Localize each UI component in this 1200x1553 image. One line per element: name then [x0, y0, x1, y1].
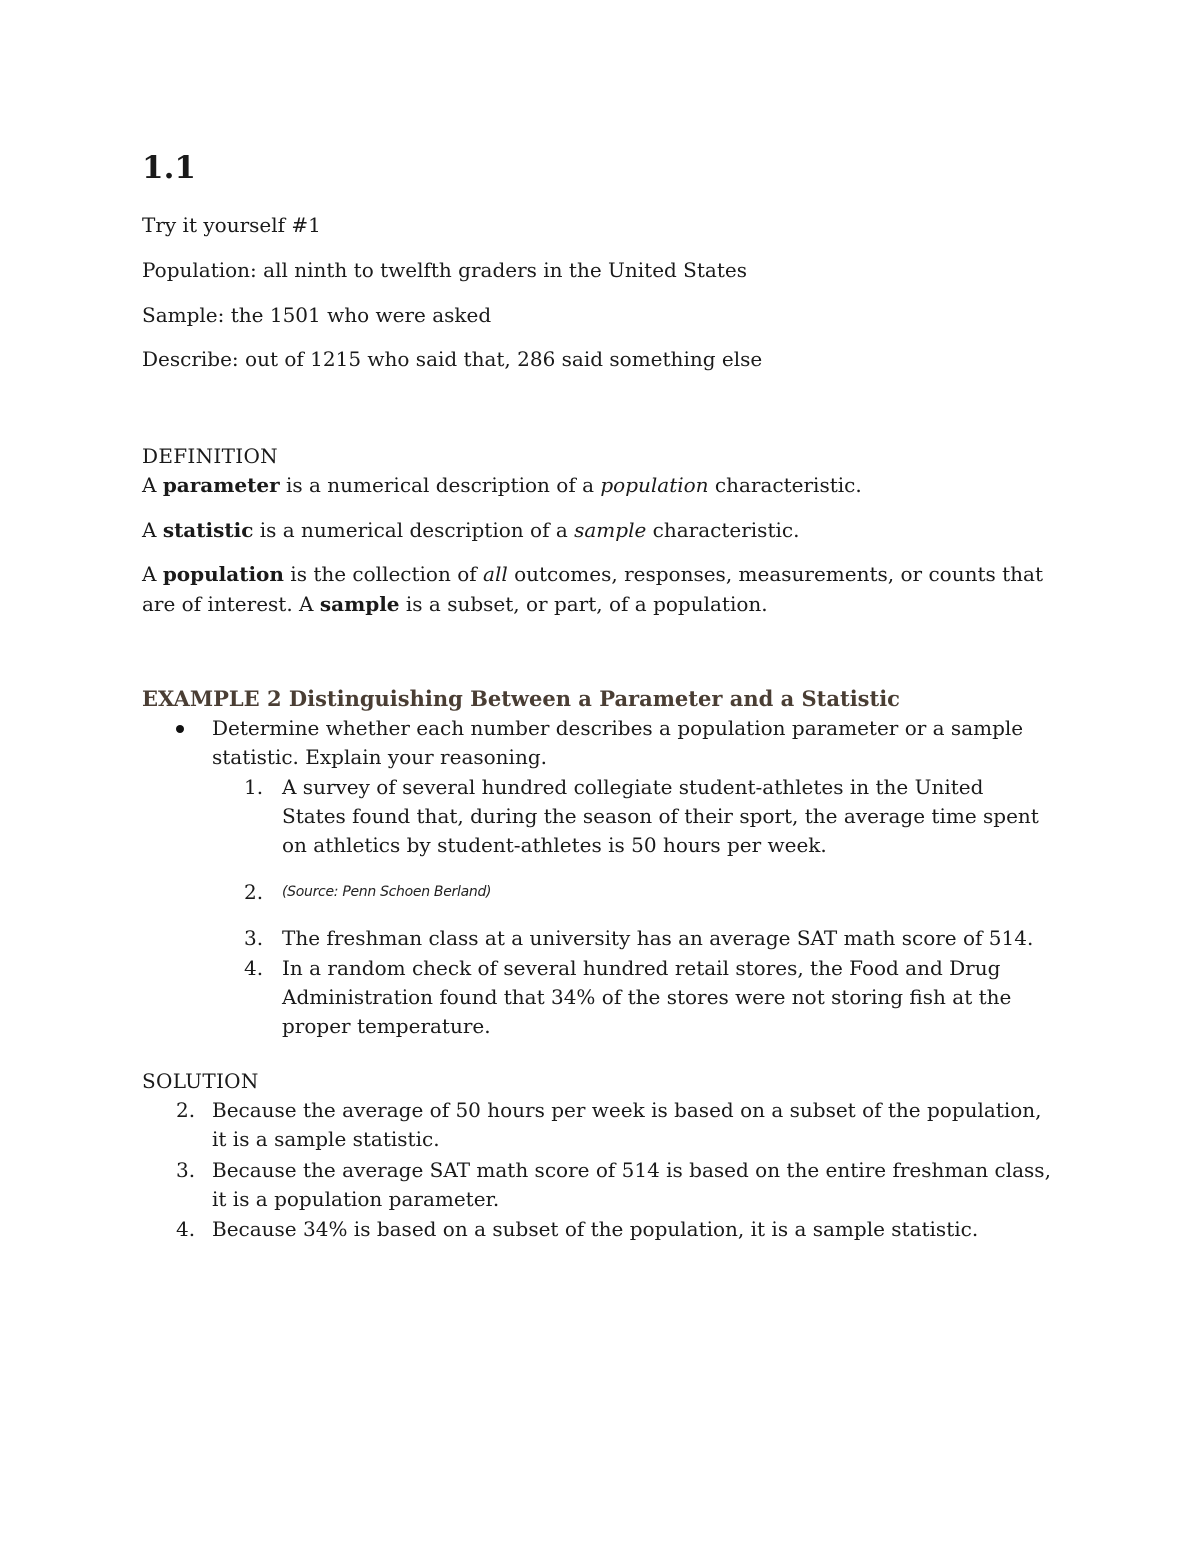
population-value: all ninth to twelfth graders in the United States: [263, 258, 747, 282]
describe-value: out of 1215 who said that, 286 said something else: [245, 347, 763, 371]
population-line: [142, 255, 747, 285]
sample-value: the 1501 who were asked: [230, 303, 492, 327]
definition-text: characteristic.: [708, 473, 862, 497]
definition-label: DEFINITION: [142, 444, 278, 468]
definition-text: is a numerical description of a: [279, 473, 601, 497]
definition-population: [142, 559, 1052, 619]
solution-text: Because the average SAT math score of 514 is based on the entire freshman class, it is a population parameter.: [212, 1158, 1051, 1211]
list-text: In a random check of several hundred retail stores, the Food and Drug Administration found that 34% of the stores were not storing fish at the proper temperature.: [282, 956, 1012, 1038]
list-number: 3.: [176, 1158, 196, 1182]
list-number: 4.: [244, 956, 264, 980]
term-parameter: parameter: [162, 473, 280, 497]
solution-label: SOLUTION: [142, 1069, 259, 1093]
definition-text: outcomes, responses, measurements, or counts that are of interest. A: [142, 562, 1043, 616]
term-statistic: statistic: [162, 518, 254, 542]
emphasis-population: population: [600, 473, 709, 497]
definition-text: is a subset, or part, of a population.: [399, 592, 768, 616]
sample-line: [142, 300, 491, 330]
solution-text: Because the average of 50 hours per week is based on a subset of the population, it is a sample statistic.: [212, 1098, 1042, 1151]
bullet-icon: [176, 725, 184, 733]
sample-label: Sample:: [142, 303, 225, 327]
emphasis-all: all: [483, 562, 508, 586]
emphasis-sample: sample: [574, 518, 647, 542]
list-number: 4.: [176, 1217, 196, 1241]
definition-text: is a numerical description of a: [253, 518, 575, 542]
list-number: 3.: [244, 926, 264, 950]
list-number: 1.: [244, 775, 264, 799]
describe-label: Describe:: [142, 347, 239, 371]
try-it-title: Try it yourself #1: [142, 213, 321, 237]
list-text: The freshman class at a university has an average SAT math score of 514.: [282, 926, 1034, 950]
definition-parameter: [142, 470, 1052, 500]
section-heading: 1.1: [142, 150, 196, 186]
term-sample: sample: [319, 592, 400, 616]
definition-text: A: [142, 473, 163, 497]
example-title: EXAMPLE 2 Distinguishing Between a Parameter and a Statistic: [142, 686, 900, 711]
definition-text: A: [142, 562, 163, 586]
definition-text: is the collection of: [283, 562, 484, 586]
bullet-text: Determine whether each number describes a population parameter or a sample statistic. Explain your reasoning.: [212, 716, 1024, 769]
definition-statistic: [142, 515, 1052, 545]
list-number: 2.: [244, 880, 264, 904]
definition-text: A: [142, 518, 163, 542]
solution-text: Because 34% is based on a subset of the population, it is a sample statistic.: [212, 1217, 979, 1241]
population-label: Population:: [142, 258, 257, 282]
describe-line: [142, 344, 762, 374]
list-number: 2.: [176, 1098, 196, 1122]
term-population: population: [162, 562, 284, 586]
definition-text: characteristic.: [646, 518, 800, 542]
source-citation: (Source: Penn Schoen Berland): [282, 884, 492, 900]
list-text: A survey of several hundred collegiate student-athletes in the United States found that, during the season of their sport, the average time spent on athletics by student-athletes is 50 hours per week.: [282, 775, 1039, 857]
